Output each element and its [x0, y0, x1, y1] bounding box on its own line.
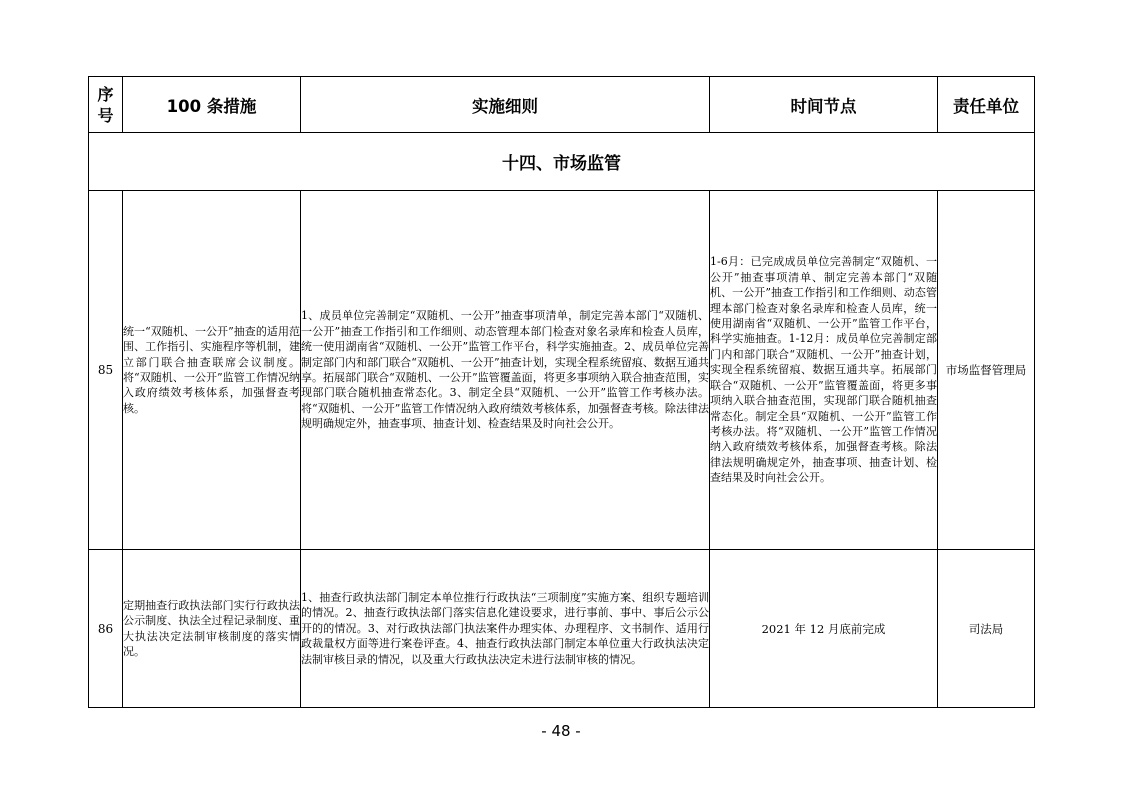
row-number: 86: [89, 550, 123, 708]
measures-table: [88, 76, 1035, 708]
header-measures: 100 条措施: [123, 77, 301, 133]
row-measure: 定期抽查行政执法部门实行行政执法公示制度、执法全过程记录制度、重大执法决定法制审核制度的落实情况。: [123, 550, 301, 708]
table-row: [89, 191, 1035, 550]
row-timeline: 2021 年 12 月底前完成: [710, 550, 938, 708]
page-number: - 48 -: [541, 722, 581, 740]
table-row: [89, 550, 1035, 708]
section-row: [89, 133, 1035, 191]
row-timeline: 1-6月：已完成成员单位完善制定“双随机、一公开”抽查事项清单、制定完善本部门“双随机、一公开”抽查工作指引和工作细则、动态管理本部门检查对象名录库和检查人员库，统一使用湖南省“双随机、一公开”监管工作平台，科学实施抽查。1-12月：成员单位完善制定部门内和部门联合“双随机、一公开”抽查计划，实现全程系统留痕、数据互通共享。拓展部门联合“双随机、一公开”监管覆盖面，将更多事项纳入联合抽查范围，实现部门联合随机抽查常态化。制定全县“双随机、一公开”监管工作考核办法。将“双随机、一公开”监管工作情况纳入政府绩效考核体系，加强督查考核。除法律法规明确规定外，抽查事项、抽查计划、检查结果及时向社会公开。: [710, 191, 938, 550]
section-title: 十四、市场监管: [89, 133, 1035, 191]
header-details: 实施细则: [301, 77, 710, 133]
row-responsible: 司法局: [938, 550, 1035, 708]
header-number-line2: 号: [97, 105, 114, 125]
row-measure: 统一“双随机、一公开”抽查的适用范围、工作指引、实施程序等机制，建立部门联合抽查联席会议制度。将“双随机、一公开”监管工作情况纳入政府绩效考核体系，加强督查考核。: [123, 191, 301, 550]
header-number: [89, 77, 123, 133]
header-number-line1: 序: [97, 84, 114, 104]
row-details: 1、成员单位完善制定“双随机、一公开”抽查事项清单，制定完善本部门“双随机、一公开”抽查工作指引和工作细则、动态管理本部门检查对象名录库和检查人员库，统一使用湖南省“双随机、一公开”监管工作平台，科学实施抽查。2、成员单位完善制定部门内和部门联合“双随机、一公开”抽查计划，实现全程系统留痕、数据互通共享。拓展部门联合“双随机、一公开”监管覆盖面，将更多事项纳入联合抽查范围，实现部门联合随机抽查常态化。3、制定全县“双随机、一公开”监管工作考核办法。将“双随机、一公开”监管工作情况纳入政府绩效考核体系，加强督查考核。除法律法规明确规定外，抽查事项、抽查计划、检查结果及时向社会公开。: [301, 191, 710, 550]
row-number: 85: [89, 191, 123, 550]
row-details: 1、抽查行政执法部门制定本单位推行行政执法“三项制度”实施方案、组织专题培训的情况。2、抽查行政执法部门落实信息化建设要求，进行事前、事中、事后公示公开的的情况。3、对行政执法部门执法案件办理实体、办理程序、文书制作、适用行政裁量权方面等进行案卷评查。4、抽查行政执法部门制定本单位重大行政执法决定法制审核目录的情况，以及重大行政执法决定未进行法制审核的情况。: [301, 550, 710, 708]
row-responsible: 市场监督管理局: [938, 191, 1035, 550]
header-timeline: 时间节点: [710, 77, 938, 133]
header-row: [89, 77, 1035, 133]
header-responsible: 责任单位: [938, 77, 1035, 133]
